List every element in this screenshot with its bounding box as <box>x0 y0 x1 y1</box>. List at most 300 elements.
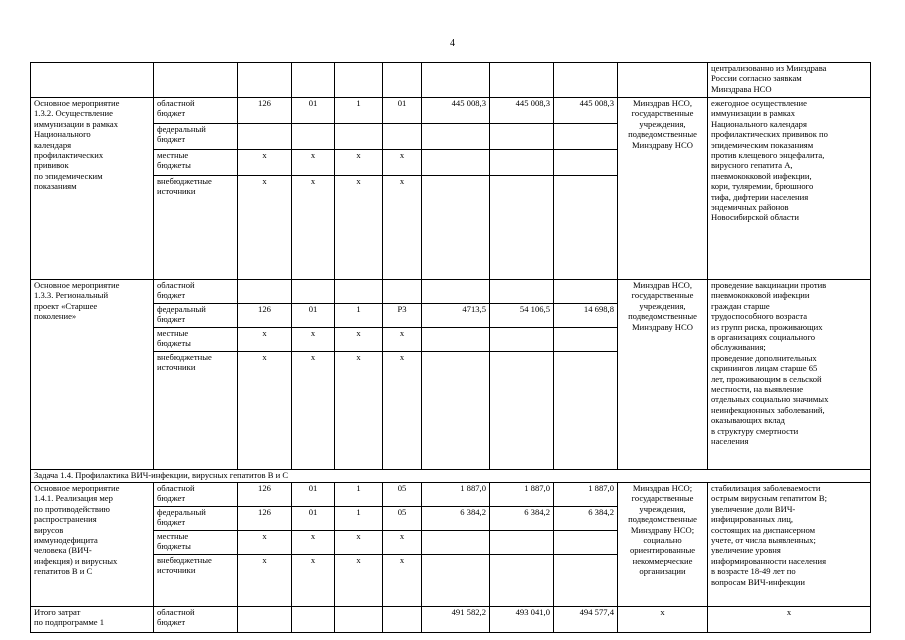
code-value: 01 <box>397 98 407 108</box>
code-value: x <box>356 555 361 565</box>
result-line: отдельных социально значимых <box>711 394 829 405</box>
code-value: x <box>310 352 316 362</box>
amount-y2-cell <box>490 328 554 352</box>
amount-y2-cell <box>490 555 554 607</box>
amount-y3-cell <box>554 531 618 555</box>
amount-y1-cell <box>422 352 490 470</box>
funding-source-line: источники <box>157 565 196 576</box>
result-line: эпидемическим показаниям <box>711 139 814 150</box>
funding-source-cell <box>154 483 238 507</box>
code-grbs-cell <box>238 328 292 352</box>
code-value: x <box>310 555 316 565</box>
code-rz-cell <box>292 555 335 607</box>
result-line: в организациях социального <box>711 332 816 343</box>
page-number: 4 <box>450 38 455 49</box>
code-rz-cell <box>292 352 335 470</box>
executor-line: организации <box>639 566 686 577</box>
amount-y1-cell <box>422 555 490 607</box>
event-name-line: вирусов <box>34 524 64 535</box>
amount-value: 54 106,5 <box>519 304 550 314</box>
result-cell <box>708 280 871 470</box>
code-value: x <box>399 150 405 160</box>
code-rz-cell <box>292 304 335 328</box>
code-csr-cell <box>383 280 422 304</box>
code-pr-cell <box>335 124 383 150</box>
event-name-line: распространения <box>34 514 97 525</box>
executor-line: социально <box>643 535 682 546</box>
executor-line: Минздрав НСО; <box>632 483 693 493</box>
result-line: кори, туляремии, брюшного <box>711 181 814 192</box>
result-line: проведение вакцинации против <box>711 280 827 290</box>
code-value: x <box>262 352 267 362</box>
result-line: Минздрава НСО <box>711 83 772 94</box>
result-line: пневмококковой инфекции <box>711 290 810 301</box>
event-name-line: календаря <box>34 139 72 150</box>
code-grbs-cell <box>238 176 292 280</box>
amount-y2-cell <box>490 176 554 280</box>
empty-cell <box>383 63 422 98</box>
code-rz-cell <box>292 150 335 176</box>
code-csr-cell <box>383 555 422 607</box>
funding-source-cell <box>154 98 238 124</box>
task-row <box>31 470 871 483</box>
result-line: тифа, дифтерии населения <box>711 191 809 202</box>
code-csr-cell <box>383 328 422 352</box>
amount-y1-cell <box>422 124 490 150</box>
amount-y2-cell <box>490 98 554 124</box>
result-line: в структуру смертности <box>711 425 799 436</box>
funding-source-cell <box>154 352 238 470</box>
amount-y3-cell <box>554 555 618 607</box>
amount-y1-cell <box>422 507 490 531</box>
code-value: 01 <box>308 483 318 493</box>
amount-y1-cell <box>422 280 490 304</box>
code-value: 1 <box>356 98 361 108</box>
event-name-line: показаниям <box>34 181 77 192</box>
code-pr-cell <box>335 150 383 176</box>
code-value: x <box>262 328 267 338</box>
total-name-cell <box>31 607 154 633</box>
amount-y1-cell <box>422 483 490 507</box>
result-line: увеличение уровня <box>711 545 781 556</box>
x-mark: x <box>786 607 792 617</box>
event-name-line: 1.4.1. Реализация мер <box>34 493 113 504</box>
funding-source-cell <box>154 328 238 352</box>
code-value: x <box>356 352 361 362</box>
code-grbs-cell <box>238 124 292 150</box>
code-csr-cell <box>383 124 422 150</box>
result-line: вопросам ВИЧ-инфекции <box>711 576 805 587</box>
result-line: в возрасте 18-49 лет по <box>711 566 796 577</box>
result-line: Национального календаря <box>711 118 807 129</box>
code-pr-cell <box>335 304 383 328</box>
event-name-line: человека (ВИЧ- <box>34 545 92 556</box>
amount-value: 493 041,0 <box>515 607 550 617</box>
executor-line: Минздрав НСО, <box>632 98 693 108</box>
code-grbs-cell <box>238 555 292 607</box>
funding-source-line: бюджеты <box>157 338 191 349</box>
funding-source-cell <box>154 304 238 328</box>
result-line: эндемичных районов <box>711 202 789 213</box>
empty-cell <box>383 607 422 633</box>
code-pr-cell <box>335 483 383 507</box>
funding-source-line: федеральный <box>157 304 206 314</box>
amount-y3-cell <box>554 507 618 531</box>
funding-source-line: федеральный <box>157 124 206 134</box>
code-csr-cell <box>383 98 422 124</box>
code-value: 05 <box>397 483 407 493</box>
event-name-line: по эпидемическим <box>34 170 103 181</box>
funding-source-line: областной <box>157 280 195 290</box>
event-name-cell <box>31 98 154 280</box>
funding-source-line: бюджеты <box>157 541 191 552</box>
funding-source-cell <box>154 531 238 555</box>
total-y2-cell <box>490 607 554 633</box>
amount-y3-cell <box>554 352 618 470</box>
executor-line: Минздраву НСО <box>632 321 693 332</box>
code-value: 01 <box>308 304 318 314</box>
code-rz-cell <box>292 507 335 531</box>
amount-y1-cell <box>422 328 490 352</box>
executor-line: Минздраву НСО; <box>630 524 695 535</box>
amount-value: 1 887,0 <box>588 483 614 493</box>
code-value: x <box>399 352 405 362</box>
amount-y1-cell <box>422 176 490 280</box>
funding-source-line: федеральный <box>157 507 206 517</box>
executor-line: Минздрав НСО, <box>632 280 693 290</box>
code-value: 1 <box>356 507 361 517</box>
result-line: Новосибирской области <box>711 212 800 223</box>
table-row <box>31 98 871 124</box>
code-pr-cell <box>335 555 383 607</box>
executor-cell <box>618 98 708 280</box>
empty-cell <box>618 63 708 98</box>
empty-cell <box>292 607 335 633</box>
code-rz-cell <box>292 483 335 507</box>
code-value: x <box>262 555 267 565</box>
empty-cell <box>490 63 554 98</box>
code-value: 126 <box>258 304 271 314</box>
executor-line: государственные <box>631 108 694 119</box>
code-pr-cell <box>335 352 383 470</box>
result-line: ежегодное осуществление <box>711 98 807 108</box>
code-value: x <box>356 176 361 186</box>
event-name-line: 1.3.2. Осуществление <box>34 108 113 119</box>
result-cell <box>708 63 871 98</box>
code-csr-cell <box>383 507 422 531</box>
executor-line: некоммерческие <box>632 555 693 566</box>
total-executor-cell <box>618 607 708 633</box>
funding-source-cell <box>154 176 238 280</box>
result-line: увеличение доли ВИЧ- <box>711 503 796 514</box>
code-value: x <box>399 328 405 338</box>
amount-value: 494 577,4 <box>579 607 614 617</box>
amount-value: 445 008,3 <box>515 98 550 108</box>
code-csr-cell <box>383 352 422 470</box>
amount-y3-cell <box>554 176 618 280</box>
amount-y3-cell <box>554 328 618 352</box>
total-y1-cell <box>422 607 490 633</box>
result-line: стабилизация заболеваемости <box>711 483 821 493</box>
amount-value: 1 887,0 <box>524 483 550 493</box>
result-line: проведение дополнительных <box>711 352 817 363</box>
result-line: граждан старше <box>711 300 770 311</box>
event-name-line: иммунодефицита <box>34 535 98 546</box>
funding-source-line: бюджет <box>157 290 186 301</box>
result-line: России согласно заявкам <box>711 73 802 84</box>
code-csr-cell <box>383 483 422 507</box>
executor-line: Минздраву НСО <box>632 139 693 150</box>
result-line: трудоспособного возраста <box>711 311 808 322</box>
empty-cell <box>292 63 335 98</box>
funding-source-line: областной <box>157 483 195 493</box>
amount-value: 445 008,3 <box>451 98 486 108</box>
funding-source-cell <box>154 507 238 531</box>
code-value: x <box>262 176 267 186</box>
amount-value: 14 698,8 <box>583 304 614 314</box>
funding-source-line: бюджет <box>157 108 186 119</box>
result-line: информированности населения <box>711 555 827 566</box>
funding-source-cell <box>154 124 238 150</box>
result-line: неинфекционных заболеваний, <box>711 404 825 415</box>
executor-cell <box>618 483 708 607</box>
amount-y3-cell <box>554 124 618 150</box>
result-line: населения <box>711 436 749 447</box>
event-name-line: Основное мероприятие <box>34 280 120 290</box>
empty-cell <box>335 607 383 633</box>
result-line: из групп риска, проживающих <box>711 321 823 332</box>
amount-y2-cell <box>490 304 554 328</box>
event-name-line: профилактических <box>34 150 104 161</box>
result-line: вирусного гепатита А, <box>711 160 793 171</box>
funding-source-cell <box>154 555 238 607</box>
code-value: 1 <box>356 304 361 314</box>
funding-source-line: источники <box>157 186 196 197</box>
amount-y2-cell <box>490 507 554 531</box>
event-name-line: проект «Старшее <box>34 300 98 311</box>
funding-source-line: местные <box>157 328 189 338</box>
amount-y3-cell <box>554 483 618 507</box>
funding-source-line: бюджет <box>157 134 186 145</box>
amount-y3-cell <box>554 98 618 124</box>
code-value: x <box>356 328 361 338</box>
code-value: x <box>399 555 405 565</box>
executor-line: ориентированные <box>629 545 696 556</box>
amount-y1-cell <box>422 531 490 555</box>
code-grbs-cell <box>238 280 292 304</box>
executor-line: государственные <box>631 493 694 504</box>
amount-y1-cell <box>422 150 490 176</box>
code-value: 1 <box>356 483 361 493</box>
code-pr-cell <box>335 531 383 555</box>
code-pr-cell <box>335 176 383 280</box>
executor-line: подведомственные <box>628 311 697 322</box>
total-row <box>31 607 871 633</box>
total-result-cell <box>708 607 871 633</box>
result-line: скринингов лицам старше 65 <box>711 363 818 374</box>
code-value: 126 <box>258 507 271 517</box>
task-cell <box>31 470 871 483</box>
code-rz-cell <box>292 124 335 150</box>
table-body <box>31 63 871 633</box>
funding-source-line: местные <box>157 531 189 541</box>
result-line: лет, проживающим в сельской <box>711 373 822 384</box>
code-pr-cell <box>335 507 383 531</box>
event-name-line: 1.3.3. Региональный <box>34 290 109 301</box>
code-value: 126 <box>258 98 271 108</box>
code-csr-cell <box>383 531 422 555</box>
code-rz-cell <box>292 98 335 124</box>
amount-y2-cell <box>490 352 554 470</box>
code-rz-cell <box>292 531 335 555</box>
event-name-line: Основное мероприятие <box>34 98 120 108</box>
code-grbs-cell <box>238 507 292 531</box>
code-rz-cell <box>292 280 335 304</box>
code-value: x <box>310 328 316 338</box>
code-rz-cell <box>292 328 335 352</box>
event-name-line: гепатитов В и С <box>34 566 93 577</box>
result-line: профилактических прививок по <box>711 129 828 140</box>
funding-source-cell <box>154 607 238 633</box>
code-value: x <box>399 176 405 186</box>
code-rz-cell <box>292 176 335 280</box>
empty-cell <box>31 63 154 98</box>
funding-source-line: бюджет <box>157 517 186 528</box>
code-pr-cell <box>335 98 383 124</box>
funding-source-cell <box>154 150 238 176</box>
code-grbs-cell <box>238 150 292 176</box>
funding-source-line: местные <box>157 150 189 160</box>
table-row <box>31 280 871 304</box>
funding-source-line: бюджет <box>157 617 186 628</box>
amount-y2-cell <box>490 150 554 176</box>
result-line: обслуживания; <box>711 342 766 353</box>
amount-y3-cell <box>554 150 618 176</box>
result-line: местности, на выявление <box>711 384 804 395</box>
funding-source-line: внебюджетные <box>157 352 212 362</box>
result-line: острым вирусным гепатитом В; <box>711 493 828 504</box>
empty-cell <box>154 63 238 98</box>
funding-source-line: внебюджетные <box>157 176 212 186</box>
event-name-line: иммунизации в рамках <box>34 118 119 129</box>
event-name-line: Основное мероприятие <box>34 483 120 493</box>
empty-cell <box>238 63 292 98</box>
executor-cell <box>618 280 708 470</box>
code-value: 01 <box>308 507 318 517</box>
result-line: иммунизации в рамках <box>711 108 796 119</box>
event-name-cell <box>31 483 154 607</box>
empty-cell <box>335 63 383 98</box>
total-name-line: по подпрограмме 1 <box>34 617 105 628</box>
code-grbs-cell <box>238 531 292 555</box>
code-grbs-cell <box>238 304 292 328</box>
amount-value: 445 008,3 <box>579 98 614 108</box>
subprogram-table <box>30 62 871 633</box>
code-value: x <box>262 150 267 160</box>
table-row <box>31 63 871 98</box>
code-value: x <box>356 150 361 160</box>
code-pr-cell <box>335 328 383 352</box>
event-name-cell <box>31 280 154 470</box>
code-value: 126 <box>258 483 271 493</box>
code-csr-cell <box>383 176 422 280</box>
event-name-line: поколение» <box>34 311 77 322</box>
event-name-line: инфекция) и вирусных <box>34 555 118 566</box>
amount-value: 491 582,2 <box>451 607 486 617</box>
executor-line: подведомственные <box>628 514 697 525</box>
task-title: Задача 1.4. Профилактика ВИЧ-инфекции, вирусных гепатитов В и С <box>34 470 289 480</box>
executor-line: подведомственные <box>628 129 697 140</box>
code-grbs-cell <box>238 352 292 470</box>
event-name-line: по противодействию <box>34 503 110 514</box>
code-value: x <box>310 176 316 186</box>
code-value: 01 <box>308 98 318 108</box>
amount-y2-cell <box>490 124 554 150</box>
executor-line: учреждения, <box>639 300 686 311</box>
result-line: оказывающих вклад <box>711 415 785 426</box>
result-line: учете, от числа выявленных; <box>711 535 816 546</box>
code-pr-cell <box>335 280 383 304</box>
funding-source-line: бюджет <box>157 314 186 325</box>
funding-source-line: областной <box>157 98 195 108</box>
amount-y1-cell <box>422 98 490 124</box>
result-cell <box>708 98 871 280</box>
code-csr-cell <box>383 304 422 328</box>
amount-y2-cell <box>490 531 554 555</box>
code-value: x <box>399 531 405 541</box>
funding-source-cell <box>154 280 238 304</box>
executor-line: государственные <box>631 290 694 301</box>
x-mark: x <box>660 607 665 617</box>
result-line: против клещевого энцефалита, <box>711 150 825 161</box>
amount-value: 4713,5 <box>462 304 486 314</box>
table-row <box>31 483 871 507</box>
funding-source-line: бюджеты <box>157 160 191 171</box>
code-value: 05 <box>397 507 407 517</box>
amount-y2-cell <box>490 280 554 304</box>
code-grbs-cell <box>238 483 292 507</box>
executor-line: учреждения, <box>639 118 686 129</box>
amount-value: 6 384,2 <box>588 507 614 517</box>
executor-line: учреждения, <box>639 503 686 514</box>
code-value: x <box>310 150 316 160</box>
code-csr-cell <box>383 150 422 176</box>
amount-y3-cell <box>554 304 618 328</box>
amount-y3-cell <box>554 280 618 304</box>
code-value: x <box>262 531 267 541</box>
total-name-line: Итого затрат <box>34 607 81 617</box>
funding-source-line: областной <box>157 607 195 617</box>
result-line: централизованно из Минздрава <box>711 63 827 73</box>
result-line: состоящих на диспансерном <box>711 524 816 535</box>
empty-cell <box>238 607 292 633</box>
result-line: пневмококковой инфекции, <box>711 170 812 181</box>
event-name-line: Национального <box>34 129 91 140</box>
amount-value: 6 384,2 <box>460 507 486 517</box>
total-y3-cell <box>554 607 618 633</box>
empty-cell <box>554 63 618 98</box>
code-value: x <box>310 531 316 541</box>
result-cell <box>708 483 871 607</box>
funding-source-line: бюджет <box>157 493 186 504</box>
code-value: x <box>356 531 361 541</box>
result-line: инфицированных лиц, <box>711 514 793 525</box>
funding-source-line: внебюджетные <box>157 555 212 565</box>
code-value: P3 <box>397 304 407 314</box>
empty-cell <box>422 63 490 98</box>
code-grbs-cell <box>238 98 292 124</box>
amount-value: 6 384,2 <box>524 507 550 517</box>
